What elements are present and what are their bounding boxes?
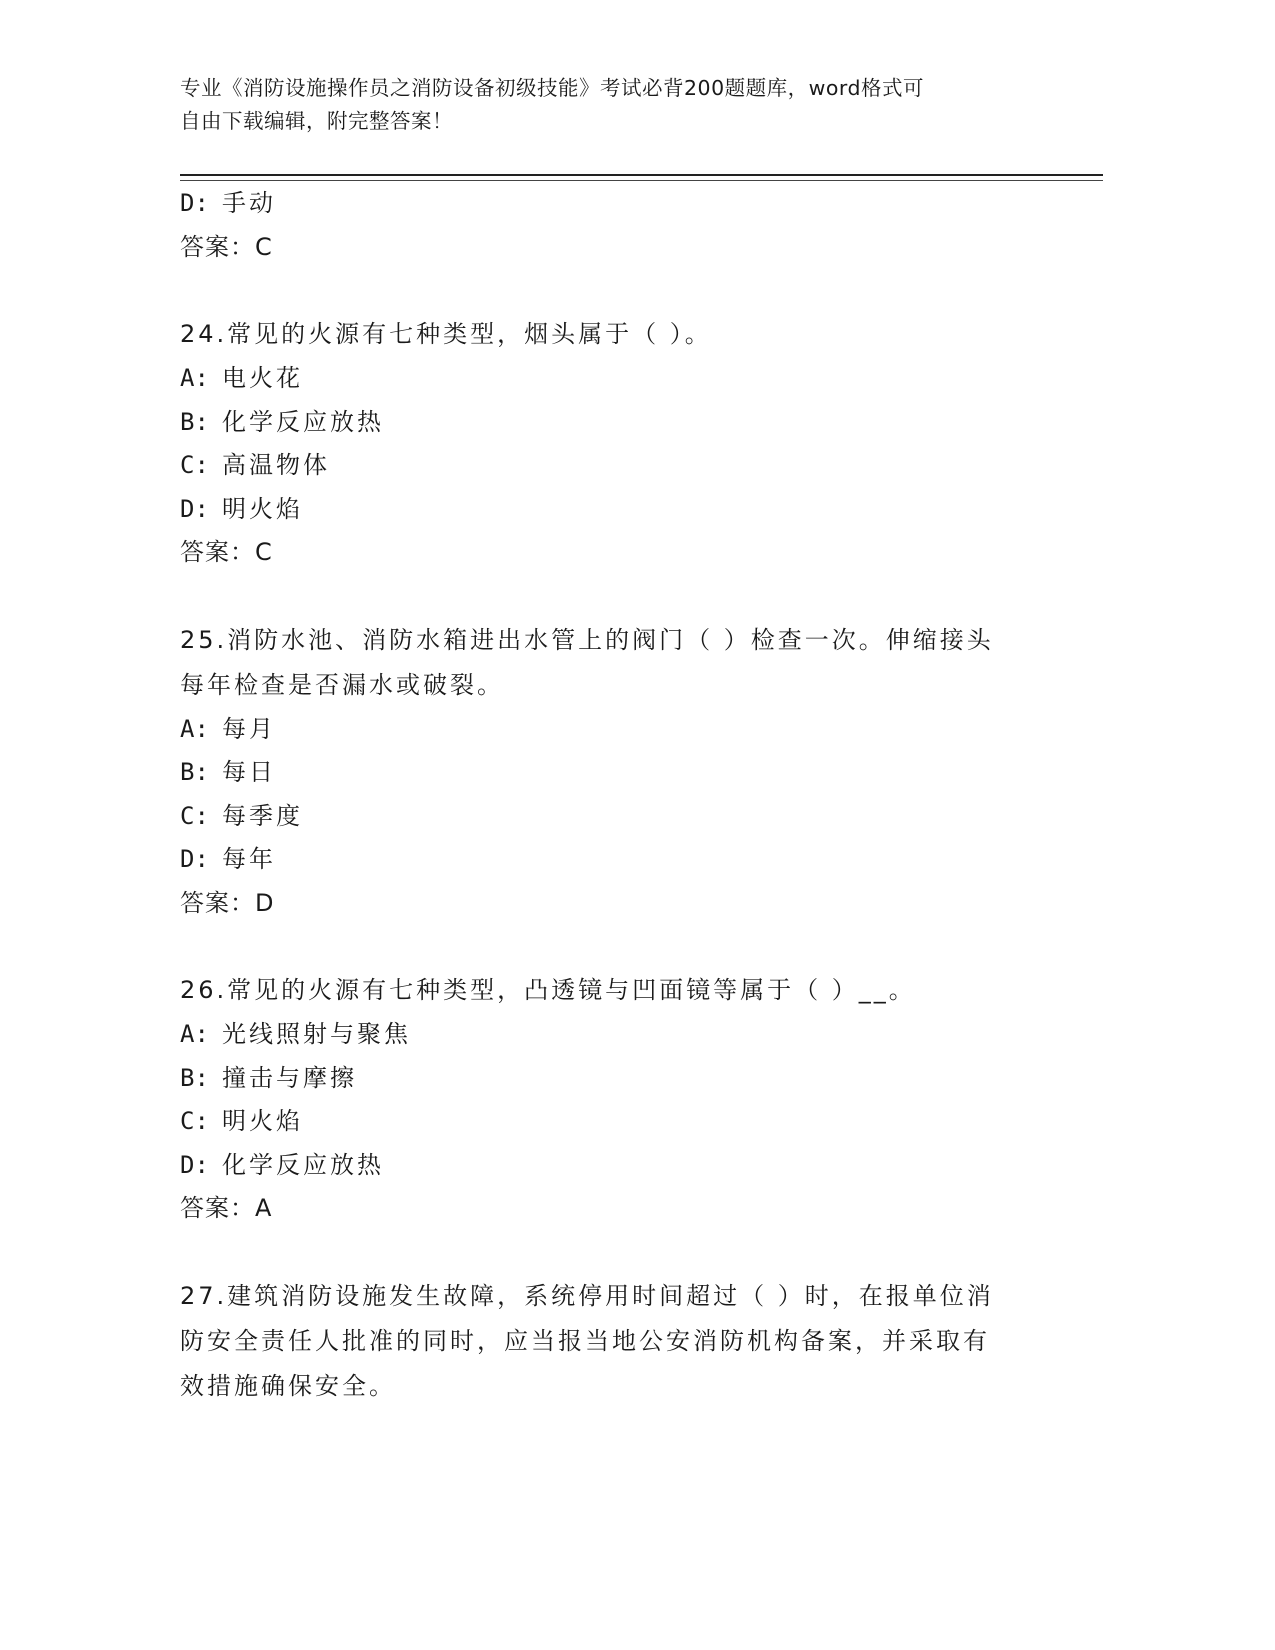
option-text: 光线照射与聚焦 (222, 1020, 411, 1048)
option-letter: C: (180, 451, 209, 479)
option-letter: B: (180, 758, 209, 786)
header-line-1: 专业《消防设施操作员之消防设备初级技能》考试必背200题题库，word格式可 (180, 76, 925, 100)
option-c (180, 1100, 1080, 1144)
header-line-2: 自由下载编辑，附完整答案！ (180, 109, 453, 133)
question-27 (180, 1274, 1080, 1409)
option-letter: D: (180, 845, 209, 873)
document-header (180, 72, 1060, 138)
option-b (180, 1057, 1080, 1101)
question-stem: 27.建筑消防设施发生故障，系统停用时间超过（ ）时，在报单位消 (180, 1281, 994, 1310)
question-stem: 效措施确保安全。 (180, 1371, 396, 1400)
option-d (180, 838, 1080, 882)
question-stem: 防安全责任人批准的同时，应当报当地公安消防机构备案，并采取有 (180, 1326, 990, 1355)
option-letter: C: (180, 801, 209, 830)
spacer (180, 575, 1080, 618)
option-text: 每季度 (222, 801, 303, 830)
question-25 (180, 618, 1080, 926)
option-letter: B: (180, 407, 209, 436)
option-text: 化学反应放热 (222, 407, 384, 436)
option-b (180, 751, 1080, 795)
option-text: 化学反应放热 (222, 1150, 384, 1179)
option-text: 每年 (222, 845, 276, 873)
option-a (180, 357, 1080, 401)
option-text: 每月 (222, 714, 276, 743)
continued-option-d (180, 182, 1080, 226)
continued-answer: 答案：C (180, 232, 273, 261)
option-letter: A: (180, 714, 209, 743)
option-letter: D: (180, 494, 209, 523)
option-c (180, 795, 1080, 839)
spacer (180, 1231, 1080, 1274)
option-c (180, 444, 1080, 488)
option-d (180, 488, 1080, 532)
answer: 答案：C (180, 538, 273, 566)
option-letter: D: (180, 189, 209, 217)
question-content (180, 182, 1080, 1409)
question-stem: 每年检查是否漏水或破裂。 (180, 670, 504, 699)
question-26 (180, 968, 1080, 1231)
option-b (180, 401, 1080, 445)
question-stem: 24.常见的火源有七种类型，烟头属于（ ）。 (180, 320, 712, 348)
spacer (180, 269, 1080, 312)
option-text: 高温物体 (222, 451, 330, 479)
option-a (180, 708, 1080, 752)
question-stem: 26.常见的火源有七种类型，凸透镜与凹面镜等属于（ ）__。 (180, 976, 916, 1004)
answer: 答案：D (180, 888, 275, 917)
answer: 答案：A (180, 1194, 273, 1222)
option-text: 撞击与摩擦 (222, 1063, 357, 1092)
option-a (180, 1013, 1080, 1057)
question-24 (180, 312, 1080, 575)
option-text: 手动 (222, 189, 276, 217)
option-text: 电火花 (222, 364, 303, 392)
option-letter: A: (180, 364, 209, 392)
option-text: 明火焰 (222, 494, 303, 523)
option-d (180, 1144, 1080, 1188)
header-rule-thick (180, 174, 1103, 176)
option-letter: C: (180, 1107, 209, 1135)
option-text: 明火焰 (222, 1107, 303, 1135)
option-letter: D: (180, 1150, 209, 1179)
option-text: 每日 (222, 758, 276, 786)
option-letter: A: (180, 1020, 209, 1048)
header-rule-thin (180, 180, 1103, 181)
question-stem: 25.消防水池、消防水箱进出水管上的阀门（ ）检查一次。伸缩接头 (180, 625, 994, 654)
spacer (180, 925, 1080, 968)
option-letter: B: (180, 1063, 209, 1092)
